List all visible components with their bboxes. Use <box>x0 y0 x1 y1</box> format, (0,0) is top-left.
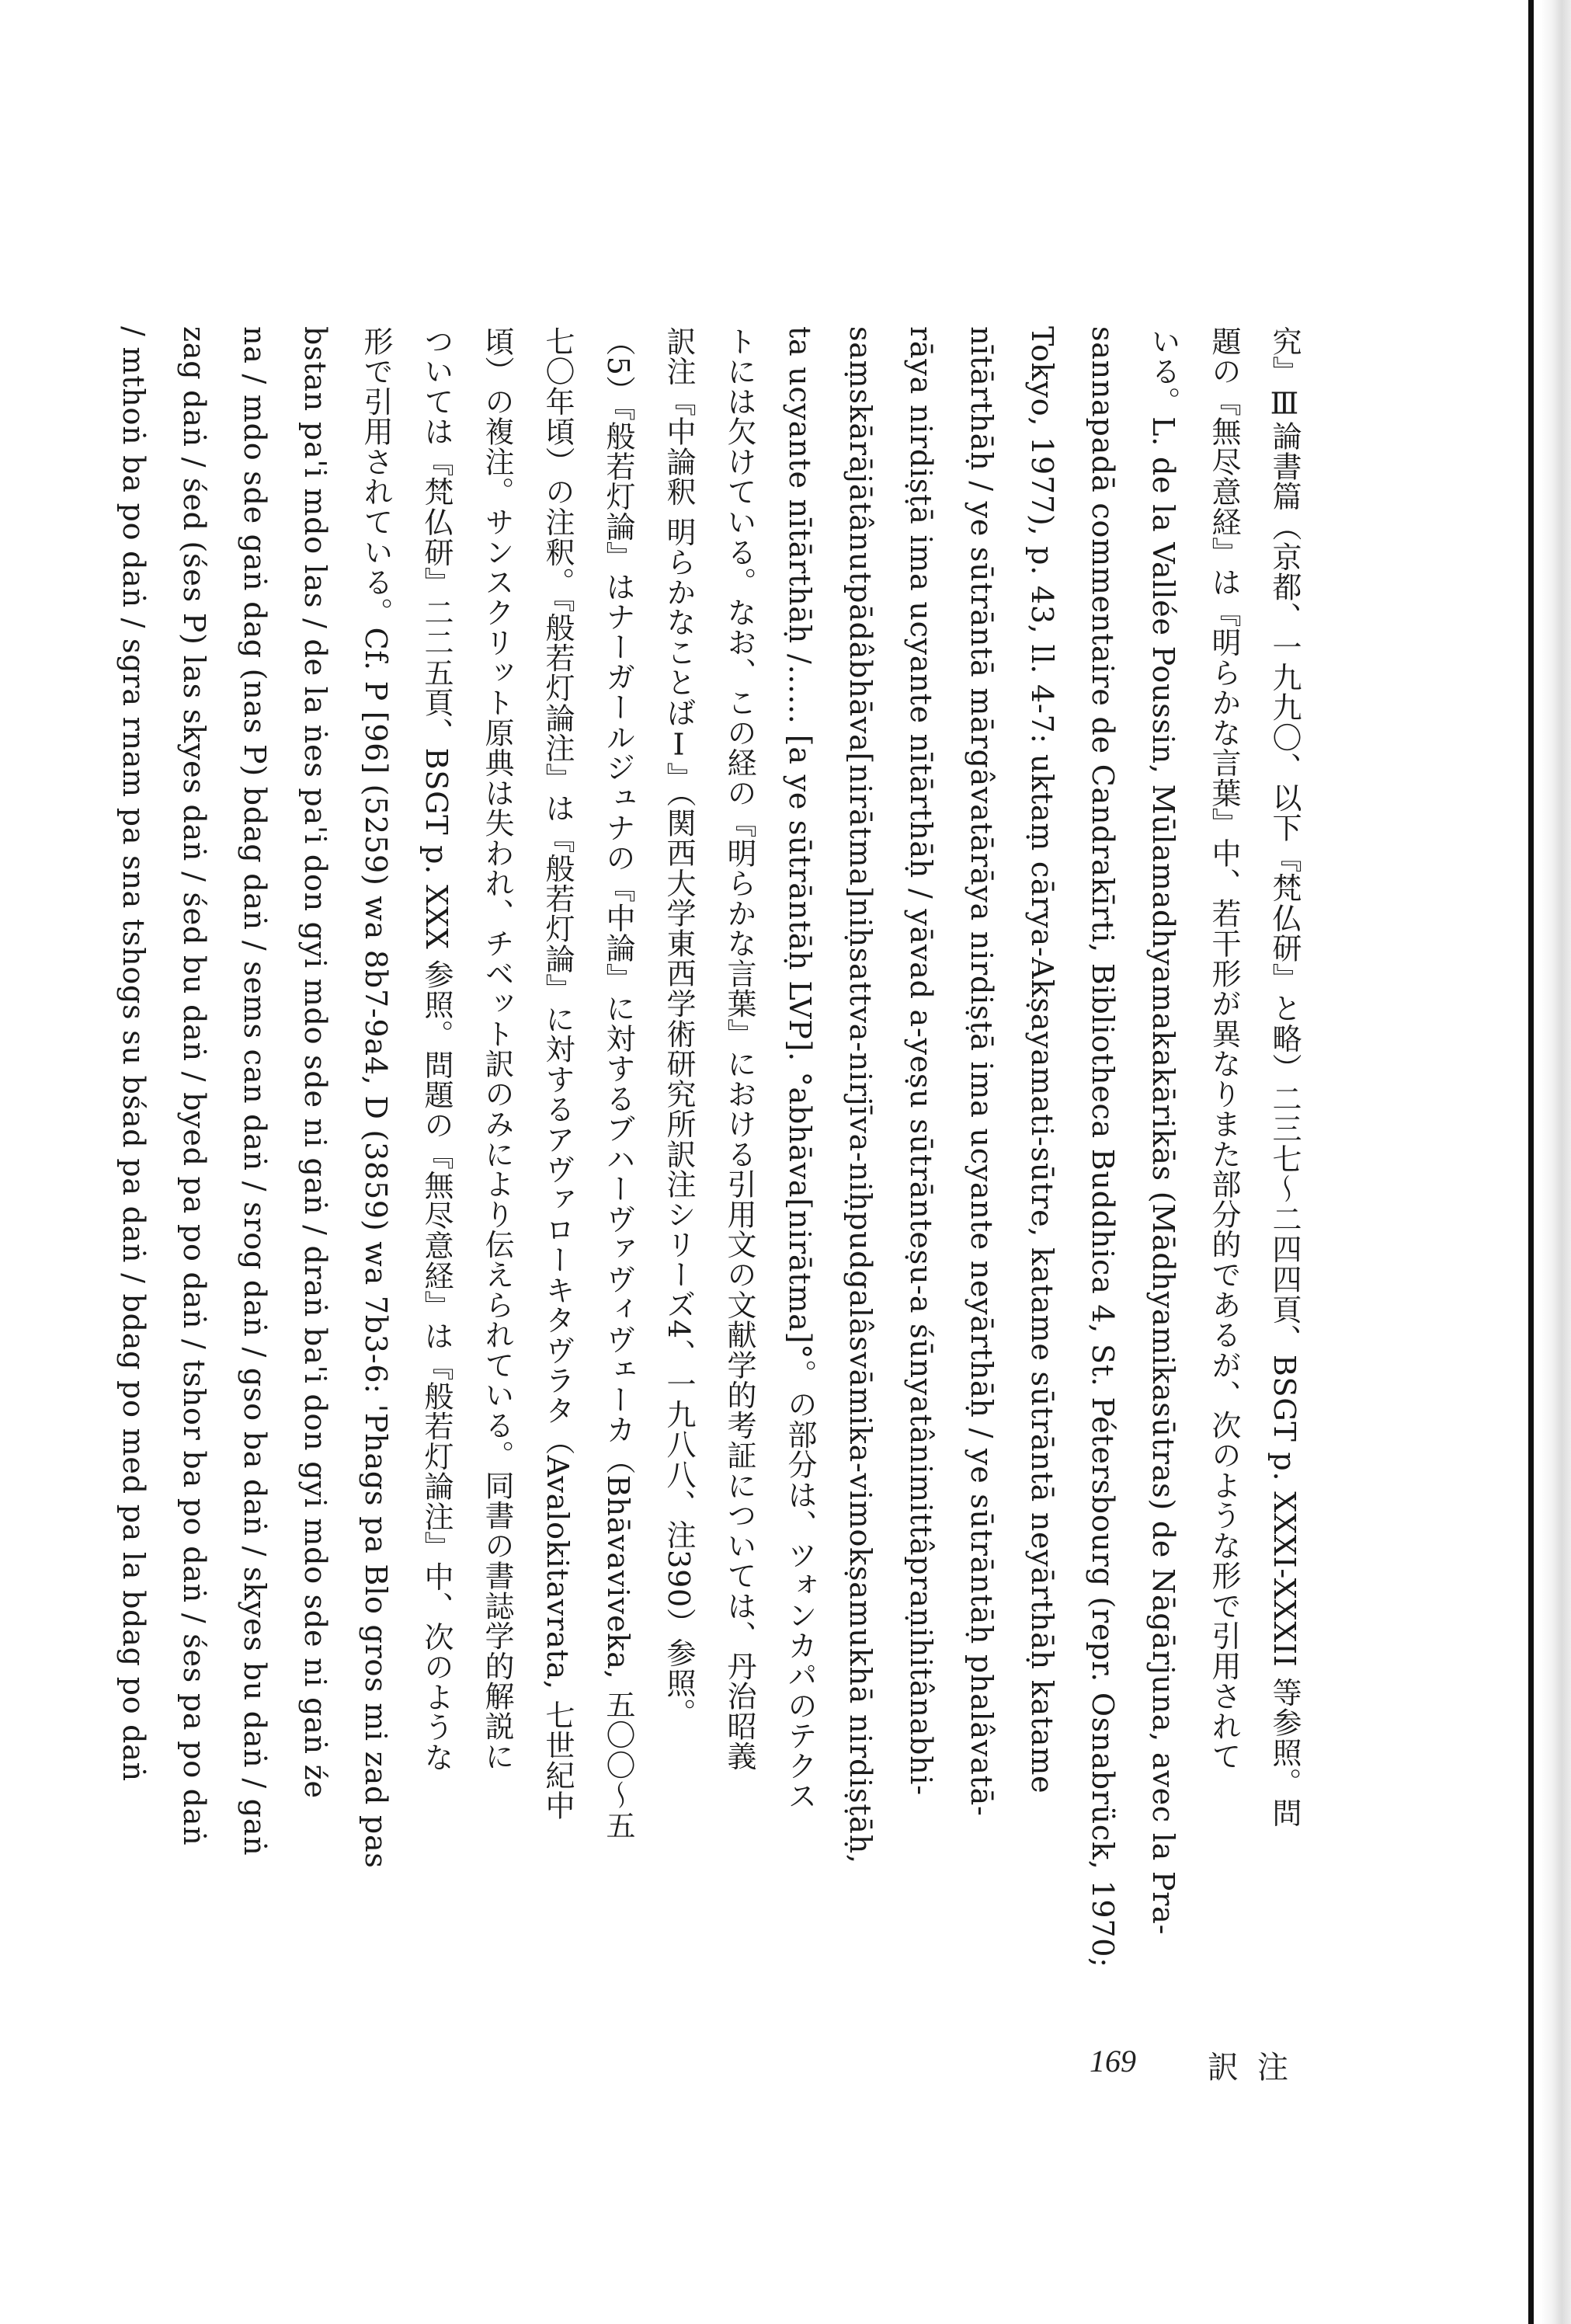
text-column: zag daṅ / śed (śes P) las skyes daṅ / śed bu daṅ / byed pa po daṅ / tshor ba po daṅ / śes pa po daṅ <box>177 326 211 1846</box>
text-column: bstan pa'i mdo las / de la ṅes pa'i don gyi mdo sde ni gaṅ / draṅ ba'i don gyi mdo sde ni gaṅ źe <box>298 326 332 1799</box>
text-column: 訳注『中論釈 明らかなことばⅠ』（関西大学東西学術研究所訳注シリーズ4、一九八八、注390）参照。 <box>662 326 696 1729</box>
text-column: saṃskārājātânutpādâbhāva[nirātma]niḥsattva-nirjīva-niḥpudgalâsvāmika-vimokṣamukhā nirdiṣṭāḥ, <box>843 326 878 1864</box>
page-edge <box>1540 0 1571 2324</box>
text-column: ついては『梵仏研』二二五頁、BSGT p. XXX 参照。問題の『無尽意経』は『般若灯論注』中、次のような <box>419 326 454 1773</box>
binding-line <box>1528 0 1534 2324</box>
text-column: トには欠けている。なお、この経の『明らかな言葉』における引用文の文献学的考証については、丹治昭義 <box>722 326 756 1772</box>
text-column: 七〇年頃）の注釈。『般若灯論注』は『般若灯論』に対するアヴァローキタヴラタ（Avalokitavrata, 七世紀中 <box>540 326 575 1821</box>
text-column: 形で引用されている。Cf. P [96] (5259) wa 8b7-9a4, D (3859) wa 7b3-6: 'Phags pa Blo gros mi zad pas <box>359 326 393 1869</box>
section-label: 訳注 <box>1208 2050 1307 2086</box>
text-column: Tokyo, 1977), p. 43, ll. 4-7: uktaṃ cārya-Akṣayamati-sūtre, katame sūtrāntā neyārthāḥ katame <box>1025 326 1059 1794</box>
text-column: 頃）の複注。サンスクリット原典は失われ、チベット訳のみにより伝えられている。同書の書誌学的解説に <box>480 326 514 1772</box>
text-column: 題の『無尽意経』は『明らかな言葉』中、若干形が異なりまた部分的であるが、次のような形で引用されて <box>1207 326 1241 1772</box>
text-column: na / mdo sde gaṅ dag (nas P) bdag daṅ / sems can daṅ / srog daṅ / gso ba daṅ / skyes bu daṅ / gaṅ <box>238 326 272 1856</box>
text-column: sannapadā commentaire de Candrakīrti, Bibliotheca Buddhica 4, St. Pétersbourg (repr. Osnabrück, 1970; <box>1086 326 1120 1968</box>
text-column: 究』Ⅲ論書篇（京都、一九九〇、以下『梵仏研』と略）二三七〜二四四頁、BSGT p. XXXI-XXXII 等参照。問 <box>1267 326 1302 1828</box>
text-column: いる。L. de la Vallée Poussin, Mūlamadhyamakakārikās (Mādhyamikasūtras) de Nāgārjuna, avec la Pra- <box>1146 326 1180 1936</box>
text-column: rāya nirdiṣṭā ima ucyante nītārthāḥ / yāvad a-yeṣu sūtrānteṣu-a śūnyatânimittâpraṇihitânabhi- <box>904 326 938 1796</box>
text-column: / mthoṅ ba po daṅ / sgra rnam pa sna tshogs su bśad pa daṅ / bdag po med pa la bdag po daṅ <box>116 326 151 1782</box>
annotation-text-block <box>116 326 1315 2020</box>
text-column: （5）『般若灯論』はナーガールジュナの『中論』に対するブハーヴァヴィヴェーカ（Bhāvaviveka, 五〇〇〜五 <box>601 326 635 1841</box>
page-number: 169 <box>1090 2044 1136 2079</box>
text-column: nītārthāḥ / ye sūtrāntā mārgâvatārāya nirdiṣṭā ima ucyante neyārthāḥ / ye sūtrāntāḥ phalâvatā- <box>964 326 999 1817</box>
text-column: ta ucyante nītārthāḥ /…… [a ye sūtrāntāḥ LVP]. °abhāva[nirātma]°。の部分は、ツォンカパのテクス <box>783 326 817 1811</box>
